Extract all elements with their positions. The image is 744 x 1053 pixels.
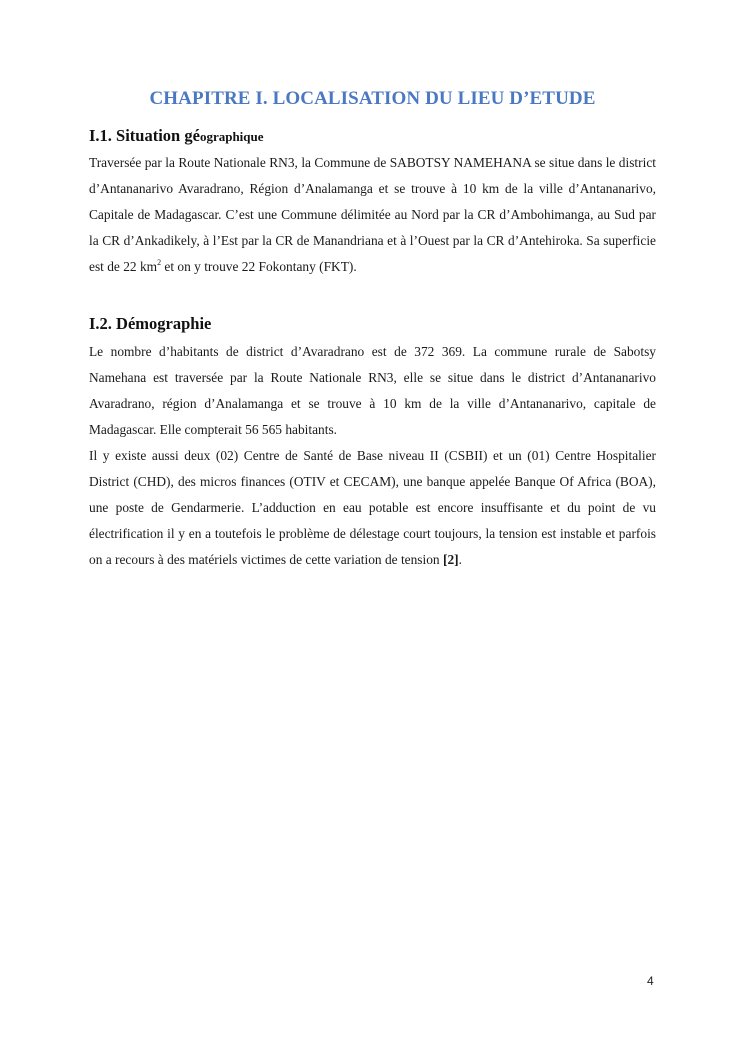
chapter-title: CHAPITRE I. LOCALISATION DU LIEU D’ETUDE [149,88,596,109]
paragraph-situation-text: Traversée par la Route Nationale RN3, la Commune de SABOTSY NAMEHANA se situe dans le district d’Antananarivo Avaradrano, Région d’Analamanga et se trouve à 10 km de la ville d’Antananarivo, Capitale de Madagascar. C’est une Commune délimitée au Nord par la CR d’Ambohimanga, au Sud par la CR d’Ankadikely, à l’Est par la CR de Manandriana et à l’Ouest par la CR d’Antehiroka. Sa superficie est de 22 km [89,155,656,274]
citation-reference: [2] [442,552,459,567]
section-heading-situation-small: ographique [199,129,264,144]
section-heading-situation-main: I.1. Situation gé [89,126,200,145]
section-heading-situation [89,126,264,146]
paragraph-demographie-2-end: . [458,552,462,567]
paragraph-situation [89,150,656,280]
paragraph-demographie-1: Le nombre d’habitants de district d’Avaradrano est de 372 369. La commune rurale de Sabotsy Namehana est traversée par la Route Nationale RN3, elle se situe dans le district d’Antananarivo Avaradrano, région d’Analamanga et se trouve à 10 km de la ville d’Antananarivo, capitale de Madagascar. Elle compterait 56 565 habitants. [89,344,656,437]
paragraph-demographie-2 [89,443,656,573]
section-heading-demographie: I.2. Démographie [89,314,212,333]
paragraph-situation-end: et on y trouve 22 Fokontany (FKT). [161,259,357,274]
paragraph-demographie-2-text: Il y existe aussi deux (02) Centre de Santé de Base niveau II (CSBII) et un (01) Centre Hospitalier District (CHD), des micros finances (OTIV et CECAM), une banque appelée Banque Of Africa (BOA), une poste de Gendarmerie. L’adduction en eau potable est encore insuffisante et du point de vu électrification il y en a toutefois le problème de délestage court toujours, la tension est instable et parfois on a recours à des matériels victimes de cette variation de tension [89,448,656,567]
page-number: 4 [647,974,654,988]
superscript-2: 2 [157,258,162,267]
